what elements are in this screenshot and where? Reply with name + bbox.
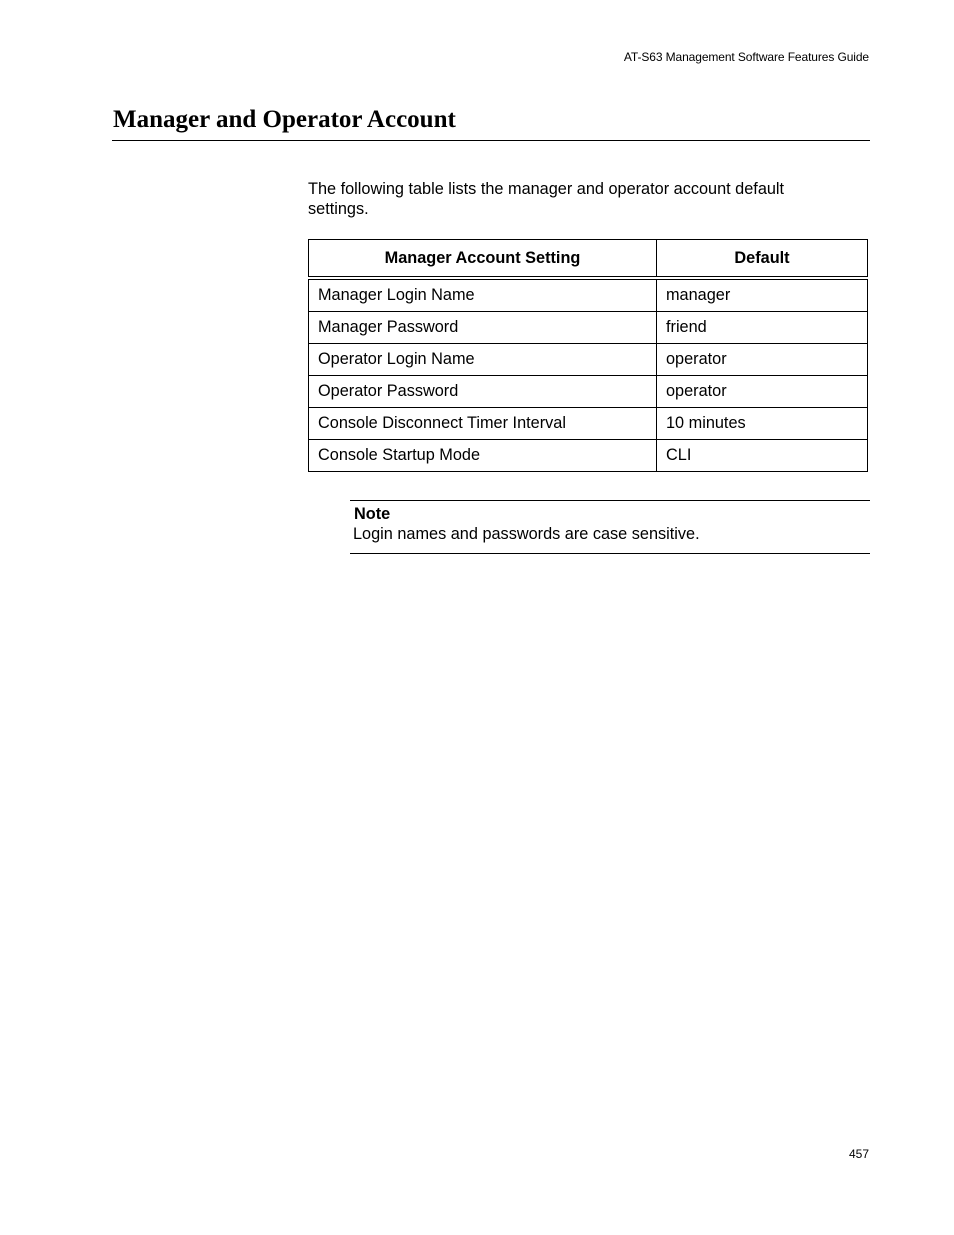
default-cell: manager [657,278,868,312]
default-cell: operator [657,376,868,408]
setting-cell: Console Startup Mode [309,440,657,472]
setting-cell: Manager Password [309,312,657,344]
table-row [309,278,868,312]
setting-cell: Console Disconnect Timer Interval [309,408,657,440]
table-header-row [309,240,868,279]
title-rule [112,140,870,141]
table-row [309,312,868,344]
table-row [309,440,868,472]
setting-cell: Operator Password [309,376,657,408]
note-heading: Note [354,505,391,523]
setting-cell: Manager Login Name [309,278,657,312]
default-cell: operator [657,344,868,376]
table-row [309,408,868,440]
note-body: Login names and passwords are case sensitive. [353,525,700,543]
default-cell: 10 minutes [657,408,868,440]
page-number: 457 [848,1147,869,1161]
intro-paragraph: The following table lists the manager and operator account default settings. [308,180,785,218]
table-row [309,376,868,408]
settings-table [308,239,868,472]
default-cell: friend [657,312,868,344]
setting-cell: Operator Login Name [309,344,657,376]
default-cell: CLI [657,440,868,472]
note-box [350,500,870,554]
column-header-default: Default [657,240,868,279]
running-header: AT-S63 Management Software Features Guide [623,50,869,64]
table-row [309,344,868,376]
page-title: Manager and Operator Account [113,106,456,133]
column-header-setting: Manager Account Setting [309,240,657,279]
